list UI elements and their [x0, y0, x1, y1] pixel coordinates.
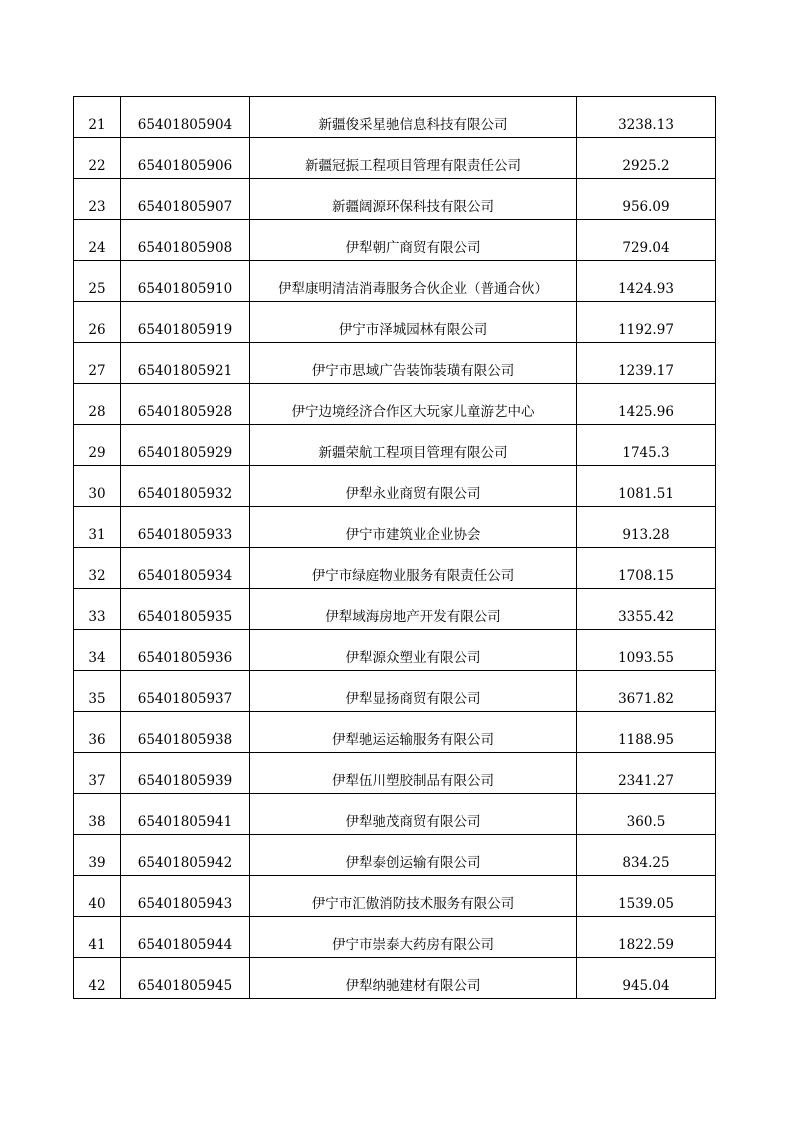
- row-company-name: 伊犁康明清洁消毒服务合伙企业（普通合伙）: [250, 261, 577, 302]
- row-amount: 3671.82: [577, 671, 716, 712]
- row-company-name: 新疆阔源环保科技有限公司: [250, 179, 577, 220]
- table-row: [74, 671, 716, 712]
- row-company-name: 伊宁市绿庭物业服务有限责任公司: [250, 548, 577, 589]
- row-number: 29: [74, 425, 121, 466]
- row-number: 23: [74, 179, 121, 220]
- table-row: [74, 138, 716, 179]
- row-code: 65401805939: [121, 753, 250, 794]
- row-company-name: 伊犁永业商贸有限公司: [250, 466, 577, 507]
- row-company-name: 伊犁显扬商贸有限公司: [250, 671, 577, 712]
- table-row: [74, 917, 716, 958]
- table-row: [74, 261, 716, 302]
- row-company-name: 伊犁域海房地产开发有限公司: [250, 589, 577, 630]
- row-number: 32: [74, 548, 121, 589]
- row-amount: 1081.51: [577, 466, 716, 507]
- row-code: 65401805932: [121, 466, 250, 507]
- table-row: [74, 712, 716, 753]
- row-number: 36: [74, 712, 121, 753]
- row-company-name: 伊宁市泽城园林有限公司: [250, 302, 577, 343]
- row-number: 22: [74, 138, 121, 179]
- table-row: [74, 220, 716, 261]
- row-code: 65401805941: [121, 794, 250, 835]
- row-code: 65401805904: [121, 97, 250, 138]
- row-amount: 1188.95: [577, 712, 716, 753]
- table-body: [74, 97, 716, 999]
- row-number: 26: [74, 302, 121, 343]
- row-amount: 3355.42: [577, 589, 716, 630]
- row-amount: 1093.55: [577, 630, 716, 671]
- row-company-name: 伊犁朝广商贸有限公司: [250, 220, 577, 261]
- row-company-name: 伊宁市崇泰大药房有限公司: [250, 917, 577, 958]
- row-number: 37: [74, 753, 121, 794]
- row-amount: 1424.93: [577, 261, 716, 302]
- row-number: 25: [74, 261, 121, 302]
- row-number: 31: [74, 507, 121, 548]
- table-row: [74, 302, 716, 343]
- row-code: 65401805945: [121, 958, 250, 999]
- row-number: 42: [74, 958, 121, 999]
- row-amount: 360.5: [577, 794, 716, 835]
- row-code: 65401805934: [121, 548, 250, 589]
- row-code: 65401805929: [121, 425, 250, 466]
- row-number: 33: [74, 589, 121, 630]
- row-code: 65401805935: [121, 589, 250, 630]
- row-company-name: 伊宁市建筑业企业协会: [250, 507, 577, 548]
- row-code: 65401805928: [121, 384, 250, 425]
- table-row: [74, 97, 716, 138]
- row-company-name: 伊犁驰运运输服务有限公司: [250, 712, 577, 753]
- row-amount: 1239.17: [577, 343, 716, 384]
- row-company-name: 伊宁市思域广告装饰装璜有限公司: [250, 343, 577, 384]
- row-code: 65401805908: [121, 220, 250, 261]
- row-amount: 729.04: [577, 220, 716, 261]
- row-code: 65401805936: [121, 630, 250, 671]
- row-number: 21: [74, 97, 121, 138]
- row-number: 34: [74, 630, 121, 671]
- row-company-name: 伊犁泰创运输有限公司: [250, 835, 577, 876]
- row-code: 65401805942: [121, 835, 250, 876]
- row-amount: 1822.59: [577, 917, 716, 958]
- row-amount: 834.25: [577, 835, 716, 876]
- table-row: [74, 466, 716, 507]
- row-code: 65401805906: [121, 138, 250, 179]
- row-code: 65401805943: [121, 876, 250, 917]
- data-table: [73, 96, 716, 999]
- row-company-name: 伊犁驰茂商贸有限公司: [250, 794, 577, 835]
- table-row: [74, 630, 716, 671]
- row-company-name: 伊犁纳驰建材有限公司: [250, 958, 577, 999]
- row-company-name: 新疆荣航工程项目管理有限公司: [250, 425, 577, 466]
- row-amount: 945.04: [577, 958, 716, 999]
- table-row: [74, 179, 716, 220]
- row-company-name: 新疆俊采星驰信息科技有限公司: [250, 97, 577, 138]
- table-row: [74, 343, 716, 384]
- row-code: 65401805921: [121, 343, 250, 384]
- row-code: 65401805933: [121, 507, 250, 548]
- row-number: 27: [74, 343, 121, 384]
- row-amount: 1708.15: [577, 548, 716, 589]
- row-amount: 2341.27: [577, 753, 716, 794]
- row-number: 35: [74, 671, 121, 712]
- row-amount: 1745.3: [577, 425, 716, 466]
- row-amount: 913.28: [577, 507, 716, 548]
- table-row: [74, 794, 716, 835]
- row-code: 65401805919: [121, 302, 250, 343]
- table-row: [74, 425, 716, 466]
- row-amount: 956.09: [577, 179, 716, 220]
- table-row: [74, 753, 716, 794]
- table-row: [74, 384, 716, 425]
- row-amount: 1425.96: [577, 384, 716, 425]
- row-code: 65401805938: [121, 712, 250, 753]
- row-code: 65401805907: [121, 179, 250, 220]
- row-company-name: 伊犁伍川塑胶制品有限公司: [250, 753, 577, 794]
- row-number: 40: [74, 876, 121, 917]
- row-code: 65401805937: [121, 671, 250, 712]
- table-row: [74, 507, 716, 548]
- row-number: 41: [74, 917, 121, 958]
- row-amount: 2925.2: [577, 138, 716, 179]
- row-number: 30: [74, 466, 121, 507]
- row-amount: 3238.13: [577, 97, 716, 138]
- row-amount: 1539.05: [577, 876, 716, 917]
- row-company-name: 伊宁边境经济合作区大玩家儿童游艺中心: [250, 384, 577, 425]
- row-number: 24: [74, 220, 121, 261]
- row-company-name: 新疆冠振工程项目管理有限责任公司: [250, 138, 577, 179]
- table-row: [74, 589, 716, 630]
- table-row: [74, 958, 716, 999]
- row-number: 28: [74, 384, 121, 425]
- table-row: [74, 835, 716, 876]
- row-company-name: 伊犁源众塑业有限公司: [250, 630, 577, 671]
- row-code: 65401805944: [121, 917, 250, 958]
- row-company-name: 伊宁市汇傲消防技术服务有限公司: [250, 876, 577, 917]
- row-amount: 1192.97: [577, 302, 716, 343]
- table-row: [74, 876, 716, 917]
- table-row: [74, 548, 716, 589]
- row-number: 39: [74, 835, 121, 876]
- row-number: 38: [74, 794, 121, 835]
- row-code: 65401805910: [121, 261, 250, 302]
